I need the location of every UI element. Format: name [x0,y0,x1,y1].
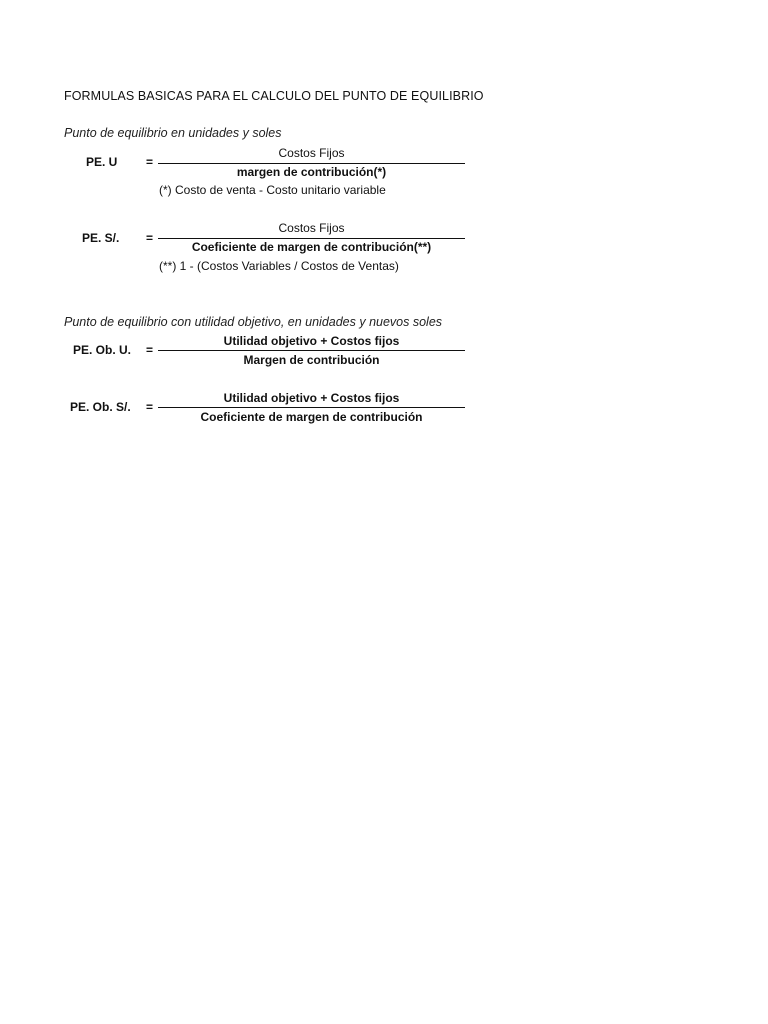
equals-sign: = [146,231,154,245]
document-title: FORMULAS BASICAS PARA EL CALCULO DEL PUNTO DE EQUILIBRIO [64,89,484,103]
formula-numerator: Costos Fijos [278,221,345,235]
formula-denominator: Margen de contribución [243,353,380,367]
formula-numerator: Costos Fijos [278,146,345,160]
section-heading-units-soles: Punto de equilibrio en unidades y soles [64,126,282,140]
formula-label: PE. S/. [82,231,120,245]
formula-denominator: margen de contribución(*) [236,165,387,179]
equals-sign: = [146,155,154,169]
equals-sign: = [146,400,154,414]
fraction-bar [158,163,465,164]
formula-numerator: Utilidad objetivo + Costos fijos [223,334,400,348]
section-heading-target-profit: Punto de equilibrio con utilidad objetivo, en unidades y nuevos soles [64,315,443,329]
formula-denominator: Coeficiente de margen de contribución(**) [191,240,432,254]
formula-footnote: (**) 1 - (Costos Variables / Costos de Ventas) [159,259,399,273]
formula-label: PE. U [86,155,118,169]
equals-sign: = [146,343,154,357]
formula-label: PE. Ob. U. [73,343,132,357]
formula-denominator: Coeficiente de margen de contribución [200,410,423,424]
fraction-bar [158,407,465,408]
fraction-bar [158,238,465,239]
formula-footnote: (*) Costo de venta - Costo unitario variable [159,183,386,197]
formula-numerator: Utilidad objetivo + Costos fijos [223,391,400,405]
fraction-bar [158,350,465,351]
formula-label: PE. Ob. S/. [70,400,131,414]
